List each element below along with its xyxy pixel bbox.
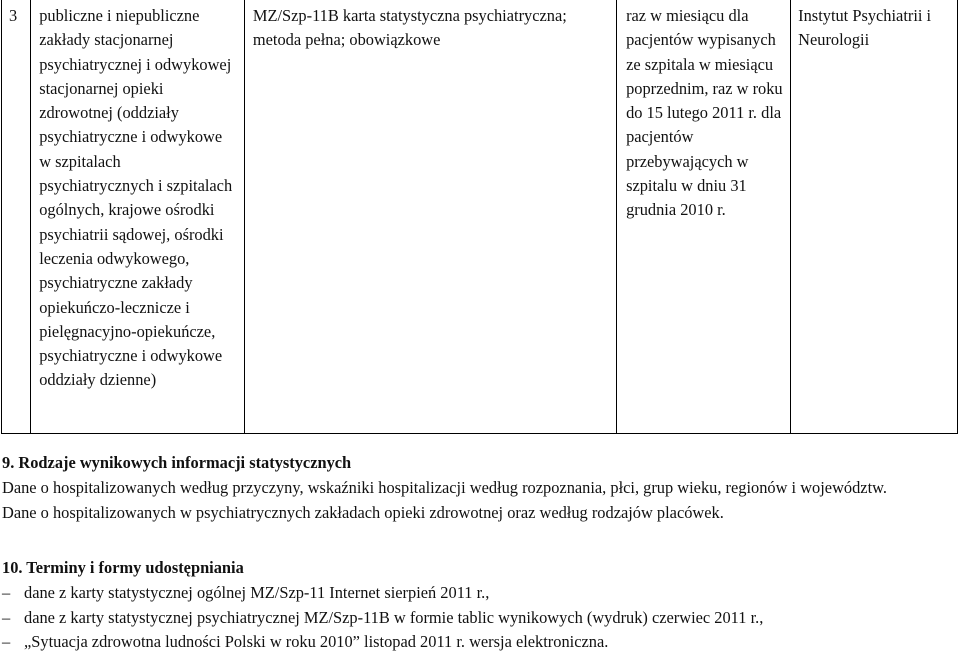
statistical-form-cell: MZ/Szp-11B karta statystyczna psychiatryczna; metoda pełna; obowiązkowe xyxy=(244,0,616,434)
dash-bullet-icon: – xyxy=(2,631,11,651)
responsible-unit-cell: Instytut Psychiatrii i Neurologii xyxy=(791,0,958,434)
survey-scope-cell: publiczne i niepubliczne zakłady stacjonarnej psychiatrycznej i odwykowej stacjonarnej opieki zdrowotnej (oddziały psychiatryczne i odwykowe w szpitalach psychiatrycznych i szpitalach ogólnych, krajowe ośrodki psychiatrii sądowej, ośrodki leczenia odwykowego, psychiatryczne zakłady opiekuńczo-lecznicze i pielęgnacyjno-opiekuńcze, psychiatryczne i odwykowe oddziały dzienne) xyxy=(31,0,245,434)
section-9-paragraph: Dane o hospitalizowanych w psychiatrycznych zakładach opieki zdrowotnej oraz według rodzajów placówek. xyxy=(2,502,724,522)
dash-bullet-icon: – xyxy=(2,607,11,627)
list-item-text: dane z karty statystycznej ogólnej MZ/Szp-11 Internet sierpień 2011 r., xyxy=(24,583,490,603)
dash-bullet-icon: – xyxy=(2,583,11,603)
list-item-text: dane z karty statystycznej psychiatrycznej MZ/Szp-11B w formie tablic wynikowych (wydruk) czerwiec 2011 r., xyxy=(24,607,764,627)
submission-deadline-cell: raz w miesiącu dla pacjentów wypisanych ze szpitala w miesiącu poprzednim, raz w roku do 15 lutego 2011 r. dla pacjentów przebywających w szpitalu w dniu 31 grudnia 2010 r. xyxy=(617,0,791,434)
section-9-heading: 9. Rodzaje wynikowych informacji statystycznych xyxy=(2,453,352,472)
section-results-info xyxy=(0,451,960,525)
table-row xyxy=(2,0,958,434)
row-number-cell: 3 xyxy=(2,0,31,434)
section-10-heading: 10. Terminy i formy udostępniania xyxy=(2,558,244,577)
list-item xyxy=(0,606,960,630)
list-item xyxy=(0,581,960,605)
section-release-terms xyxy=(0,556,960,654)
list-item-text: „Sytuacja zdrowotna ludności Polski w roku 2010” listopad 2011 r. wersja elektroniczna. xyxy=(24,631,609,651)
list-item xyxy=(0,630,960,654)
section-9-paragraph: Dane o hospitalizowanych według przyczyny, wskaźniki hospitalizacji według rozpoznania, płci, grup wieku, regionów i województw. xyxy=(2,478,887,498)
release-list xyxy=(0,581,960,654)
survey-table xyxy=(1,0,958,434)
